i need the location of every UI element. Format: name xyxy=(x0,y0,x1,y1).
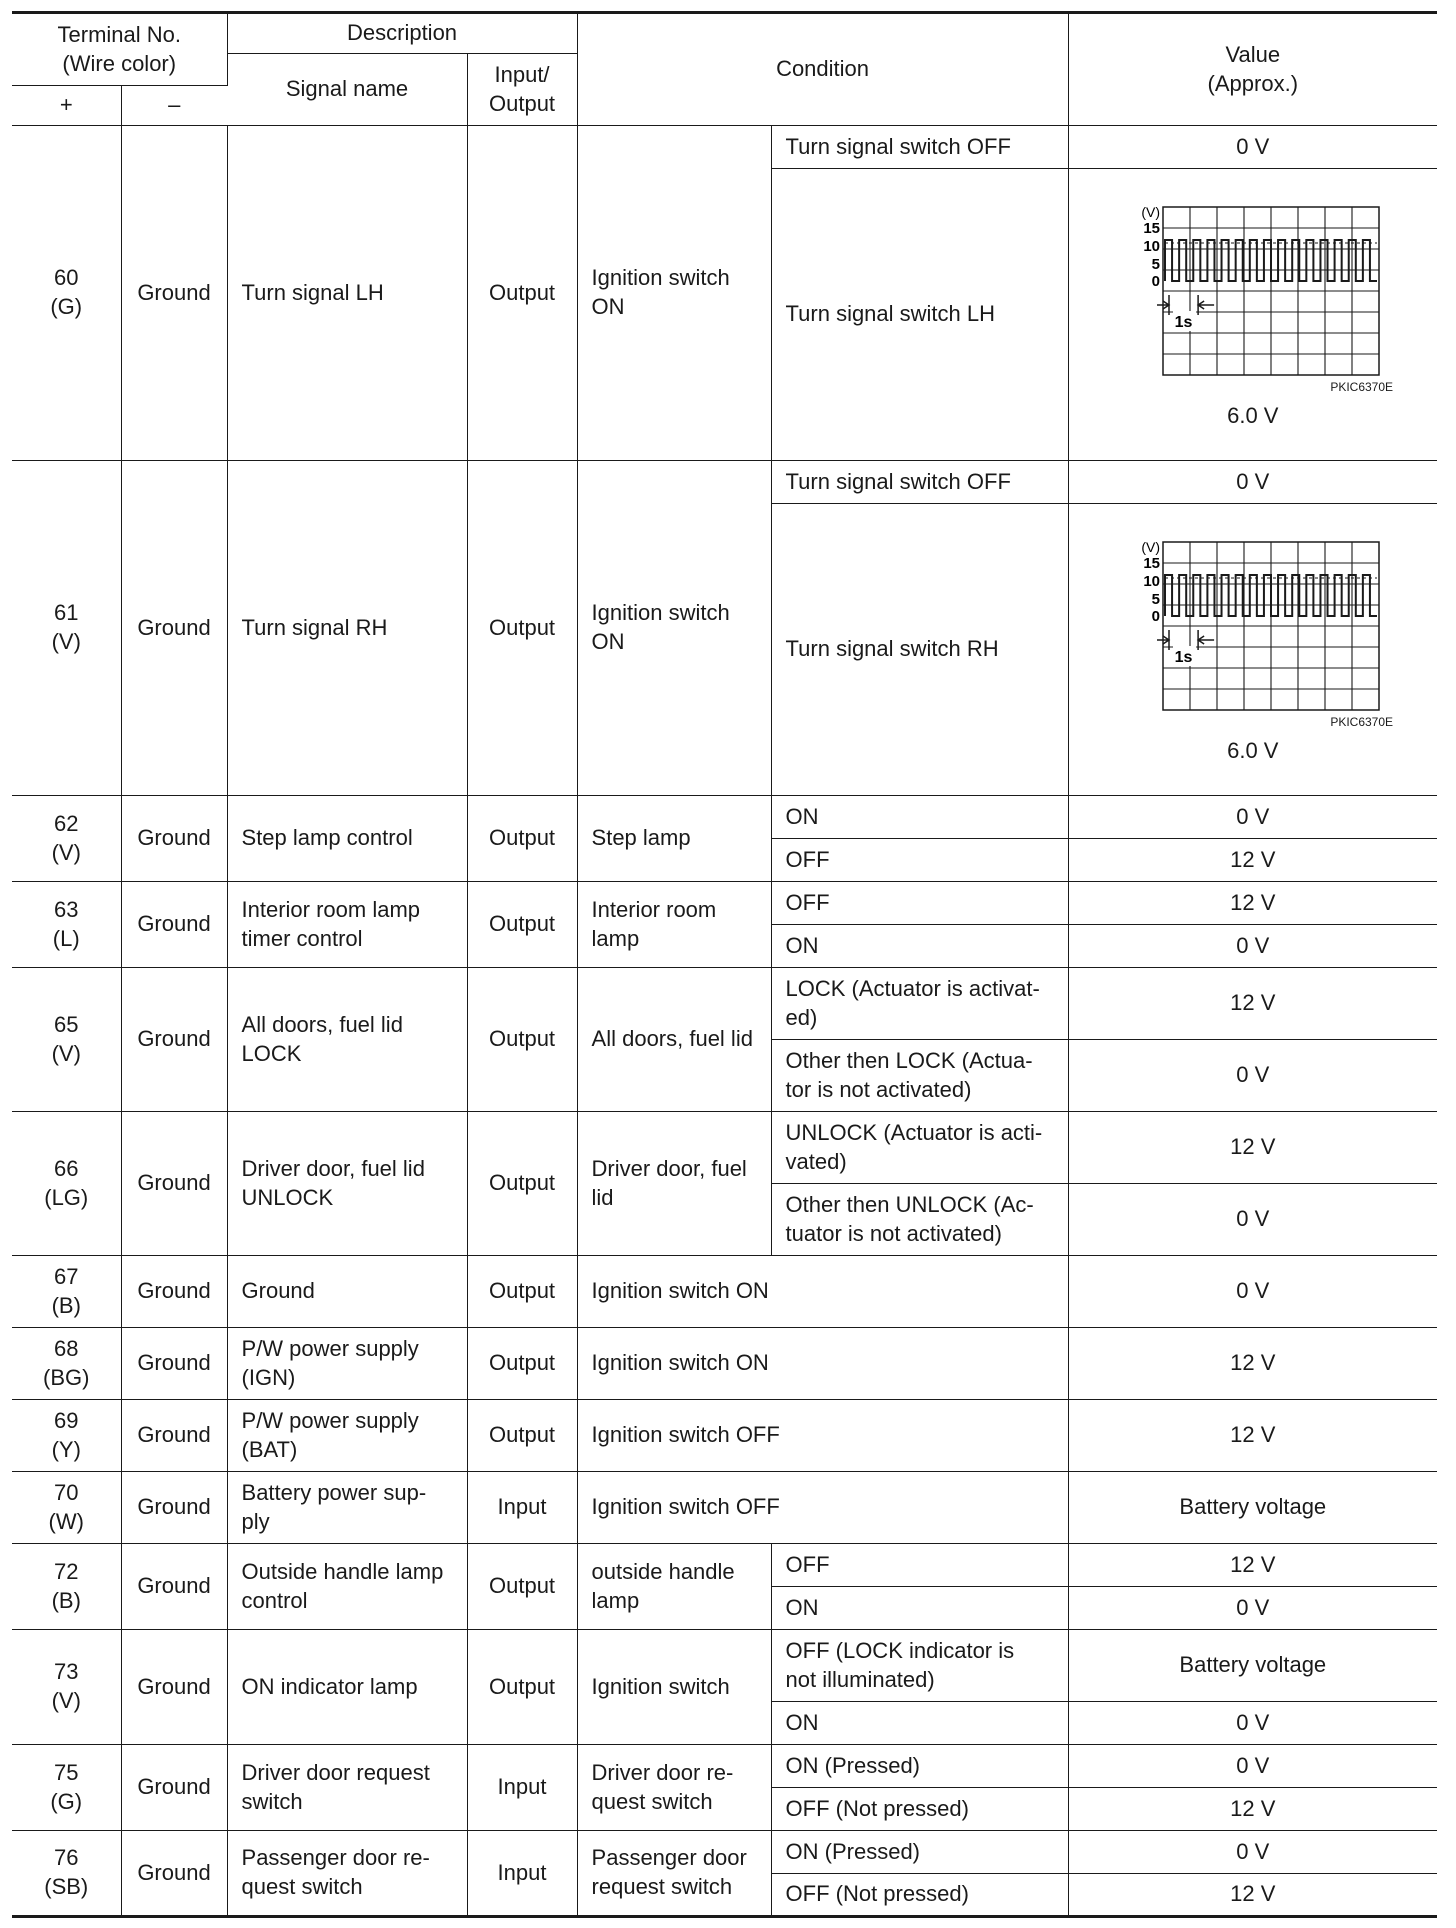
input-output: Output xyxy=(467,461,577,796)
negative-terminal: Ground xyxy=(121,796,227,882)
header-value: Value (Approx.) xyxy=(1068,13,1437,126)
value: 0 V xyxy=(1068,1587,1437,1630)
waveform-cell xyxy=(1068,169,1437,461)
terminal-spec-table xyxy=(12,11,1437,1918)
header-input-output: Input/ Output xyxy=(467,54,577,126)
terminal-no: 70 (W) xyxy=(12,1472,121,1544)
input-output: Output xyxy=(467,968,577,1112)
value: 12 V xyxy=(1068,1874,1437,1917)
value: 12 V xyxy=(1068,839,1437,882)
negative-terminal: Ground xyxy=(121,1112,227,1256)
table-row xyxy=(12,1831,1437,1874)
sub-condition: OFF (Not pressed) xyxy=(771,1874,1068,1917)
y-tick-label: 15 xyxy=(1143,219,1160,237)
input-output: Output xyxy=(467,796,577,882)
value: 0 V xyxy=(1068,1256,1437,1328)
value: 0 V xyxy=(1068,1040,1437,1112)
input-output: Output xyxy=(467,1630,577,1745)
period-label: 1s xyxy=(1174,648,1193,666)
negative-terminal: Ground xyxy=(121,126,227,461)
sub-condition: ON (Pressed) xyxy=(771,1831,1068,1874)
condition: Driver door, fuel lid xyxy=(577,1112,771,1256)
terminal-no: 66 (LG) xyxy=(12,1112,121,1256)
input-output: Output xyxy=(467,1544,577,1630)
table-row xyxy=(12,461,1437,504)
input-output: Output xyxy=(467,1256,577,1328)
waveform xyxy=(1073,203,1434,430)
sub-condition: OFF xyxy=(771,1544,1068,1587)
table-row xyxy=(12,1472,1437,1544)
table-row xyxy=(12,1256,1437,1328)
header-row xyxy=(12,13,1437,54)
input-output: Output xyxy=(467,1400,577,1472)
terminal-no: 63 (L) xyxy=(12,882,121,968)
signal-name: P/W power supply (IGN) xyxy=(227,1328,467,1400)
terminal-no: 76 (SB) xyxy=(12,1831,121,1917)
signal-name: All doors, fuel lid LOCK xyxy=(227,968,467,1112)
sub-condition: OFF (Not pressed) xyxy=(771,1788,1068,1831)
header-minus: – xyxy=(121,86,227,126)
figure-code: PKIC6370E xyxy=(1330,714,1394,729)
signal-name: P/W power supply (BAT) xyxy=(227,1400,467,1472)
table-row xyxy=(12,1630,1437,1702)
input-output: Output xyxy=(467,882,577,968)
condition: Ignition switch ON xyxy=(577,126,771,461)
input-output: Output xyxy=(467,126,577,461)
waveform xyxy=(1073,538,1434,765)
negative-terminal: Ground xyxy=(121,1831,227,1917)
waveform-trace xyxy=(1165,240,1377,281)
waveform-trace xyxy=(1165,575,1377,616)
value: Battery voltage xyxy=(1068,1472,1437,1544)
value: 12 V xyxy=(1068,1400,1437,1472)
header-condition: Condition xyxy=(577,13,1068,126)
value: 0 V xyxy=(1068,796,1437,839)
input-output: Input xyxy=(467,1831,577,1917)
terminal-no: 67 (B) xyxy=(12,1256,121,1328)
condition: Ignition switch OFF xyxy=(577,1472,1068,1544)
waveform-value: 6.0 V xyxy=(1227,402,1279,428)
sub-condition: ON xyxy=(771,1702,1068,1745)
condition: Interior room lamp xyxy=(577,882,771,968)
negative-terminal: Ground xyxy=(121,968,227,1112)
value: 12 V xyxy=(1068,1788,1437,1831)
negative-terminal: Ground xyxy=(121,1544,227,1630)
sub-condition: UNLOCK (Actuator is acti- vated) xyxy=(771,1112,1068,1184)
value: 0 V xyxy=(1068,1745,1437,1788)
condition: All doors, fuel lid xyxy=(577,968,771,1112)
input-output: Input xyxy=(467,1472,577,1544)
value: Battery voltage xyxy=(1068,1630,1437,1702)
y-tick-label: 5 xyxy=(1151,255,1160,273)
table-row xyxy=(12,1328,1437,1400)
signal-name: ON indicator lamp xyxy=(227,1630,467,1745)
sub-condition: OFF (LOCK indicator is not illuminated) xyxy=(771,1630,1068,1702)
terminal-no: 68 (BG) xyxy=(12,1328,121,1400)
value: 0 V xyxy=(1068,1184,1437,1256)
signal-name: Interior room lamp timer control xyxy=(227,882,467,968)
signal-name: Step lamp control xyxy=(227,796,467,882)
table-row xyxy=(12,1400,1437,1472)
period-label: 1s xyxy=(1174,313,1193,331)
table-row xyxy=(12,1544,1437,1587)
period-arrow xyxy=(1198,301,1214,309)
terminal-no: 61 (V) xyxy=(12,461,121,796)
signal-name: Passenger door re- quest switch xyxy=(227,1831,467,1917)
terminal-no: 60 (G) xyxy=(12,126,121,461)
sub-condition: Turn signal switch OFF xyxy=(771,461,1068,504)
negative-terminal: Ground xyxy=(121,1328,227,1400)
waveform-cell xyxy=(1068,504,1437,796)
negative-terminal: Ground xyxy=(121,461,227,796)
signal-name: Turn signal LH xyxy=(227,126,467,461)
y-tick-label: 10 xyxy=(1143,237,1160,255)
signal-name: Driver door, fuel lid UNLOCK xyxy=(227,1112,467,1256)
signal-name: Driver door request switch xyxy=(227,1745,467,1831)
terminal-no: 69 (Y) xyxy=(12,1400,121,1472)
condition: outside handle lamp xyxy=(577,1544,771,1630)
table-row xyxy=(12,796,1437,839)
value: 12 V xyxy=(1068,1328,1437,1400)
table-row xyxy=(12,126,1437,169)
y-tick-label: 5 xyxy=(1151,590,1160,608)
value: 12 V xyxy=(1068,1544,1437,1587)
value: 12 V xyxy=(1068,968,1437,1040)
condition: Ignition switch ON xyxy=(577,461,771,796)
sub-condition: Turn signal switch OFF xyxy=(771,126,1068,169)
value: 0 V xyxy=(1068,925,1437,968)
terminal-no: 72 (B) xyxy=(12,1544,121,1630)
negative-terminal: Ground xyxy=(121,1256,227,1328)
value: 12 V xyxy=(1068,1112,1437,1184)
signal-name: Turn signal RH xyxy=(227,461,467,796)
sub-condition: ON xyxy=(771,796,1068,839)
condition: Step lamp xyxy=(577,796,771,882)
header-signal-name: Signal name xyxy=(227,54,467,126)
signal-name: Ground xyxy=(227,1256,467,1328)
value: 0 V xyxy=(1068,1831,1437,1874)
condition: Ignition switch OFF xyxy=(577,1400,1068,1472)
header-description: Description xyxy=(227,13,577,54)
value: 0 V xyxy=(1068,126,1437,169)
sub-condition: OFF xyxy=(771,839,1068,882)
terminal-no: 65 (V) xyxy=(12,968,121,1112)
table-body xyxy=(12,13,1437,1917)
waveform-value: 6.0 V xyxy=(1227,737,1279,763)
sub-condition: ON xyxy=(771,925,1068,968)
sub-condition: Other then LOCK (Actua- tor is not activated) xyxy=(771,1040,1068,1112)
input-output: Input xyxy=(467,1745,577,1831)
negative-terminal: Ground xyxy=(121,1472,227,1544)
table-row xyxy=(12,1112,1437,1184)
y-tick-label: 0 xyxy=(1151,272,1160,290)
figure-code: PKIC6370E xyxy=(1330,379,1394,394)
sub-condition: LOCK (Actuator is activat- ed) xyxy=(771,968,1068,1040)
y-tick-label: 10 xyxy=(1143,572,1160,590)
terminal-no: 75 (G) xyxy=(12,1745,121,1831)
y-axis-unit: (V) xyxy=(1141,203,1160,220)
waveform-graph xyxy=(1123,203,1383,378)
value: 0 V xyxy=(1068,1702,1437,1745)
period-arrow xyxy=(1198,636,1214,644)
sub-condition: Turn signal switch RH xyxy=(771,504,1068,796)
condition: Ignition switch xyxy=(577,1630,771,1745)
sub-condition: OFF xyxy=(771,882,1068,925)
negative-terminal: Ground xyxy=(121,1630,227,1745)
value: 0 V xyxy=(1068,461,1437,504)
condition: Ignition switch ON xyxy=(577,1256,1068,1328)
terminal-no: 62 (V) xyxy=(12,796,121,882)
negative-terminal: Ground xyxy=(121,882,227,968)
sub-condition: Turn signal switch LH xyxy=(771,169,1068,461)
signal-name: Outside handle lamp control xyxy=(227,1544,467,1630)
sub-condition: ON (Pressed) xyxy=(771,1745,1068,1788)
signal-name: Battery power sup- ply xyxy=(227,1472,467,1544)
terminal-no: 73 (V) xyxy=(12,1630,121,1745)
sub-condition: ON xyxy=(771,1587,1068,1630)
header-plus: + xyxy=(12,86,121,126)
sub-condition: Other then UNLOCK (Ac- tuator is not activated) xyxy=(771,1184,1068,1256)
input-output: Output xyxy=(467,1328,577,1400)
condition: Ignition switch ON xyxy=(577,1328,1068,1400)
value: 12 V xyxy=(1068,882,1437,925)
condition: Driver door re- quest switch xyxy=(577,1745,771,1831)
condition: Passenger door request switch xyxy=(577,1831,771,1917)
table-row xyxy=(12,1745,1437,1788)
waveform-graph xyxy=(1123,538,1383,713)
header-terminal-no: Terminal No. (Wire color) xyxy=(12,13,227,86)
table-row xyxy=(12,968,1437,1040)
y-tick-label: 0 xyxy=(1151,607,1160,625)
table-row xyxy=(12,882,1437,925)
y-tick-label: 15 xyxy=(1143,554,1160,572)
y-axis-unit: (V) xyxy=(1141,538,1160,555)
negative-terminal: Ground xyxy=(121,1400,227,1472)
input-output: Output xyxy=(467,1112,577,1256)
negative-terminal: Ground xyxy=(121,1745,227,1831)
